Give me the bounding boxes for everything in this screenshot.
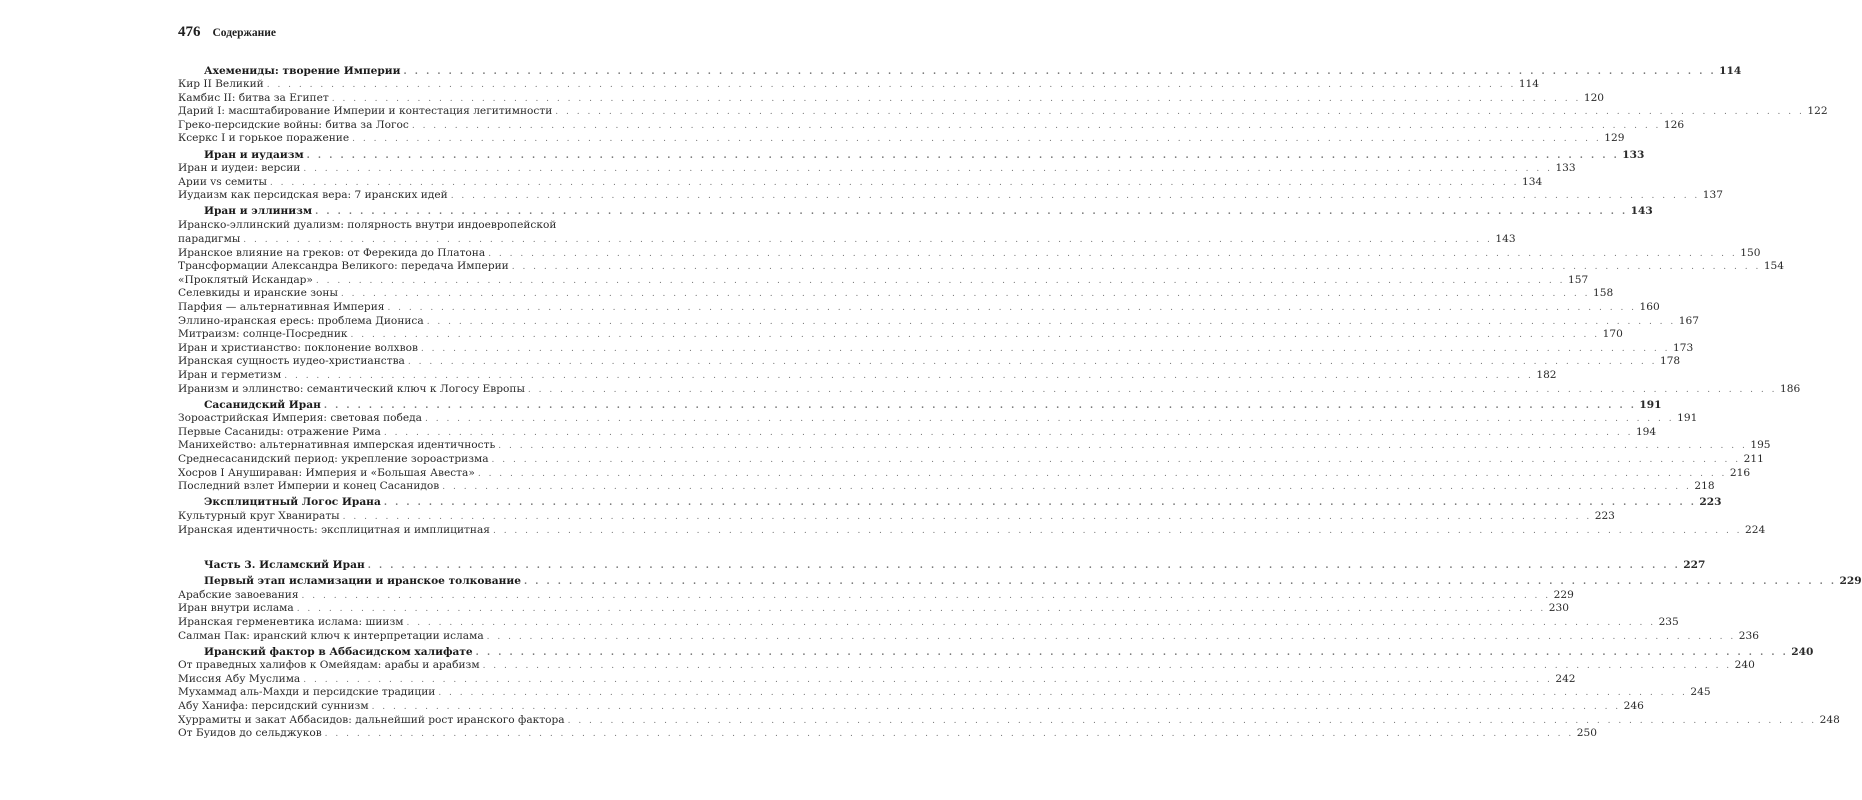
entry-title: Дарий I: масштабирование Империи и контестация легитимности (178, 105, 553, 118)
entry-page-number: 122 (1807, 105, 1828, 118)
entry-title: Манихейство: альтернативная имперская идентичность (178, 439, 496, 452)
toc-entry (178, 260, 1785, 274)
entry-page-number: 194 (1635, 425, 1657, 438)
toc-entry (178, 700, 1644, 714)
dot-leader (368, 560, 1681, 574)
toc-entry (178, 480, 1715, 494)
entry-page-number: 133 (1622, 148, 1645, 161)
toc-entry (178, 105, 1828, 119)
entry-page-number: 195 (1750, 439, 1771, 452)
entry-title: Иранизм и эллинство: семантический ключ к Логосу Европы (178, 382, 525, 395)
entry-title: Абу Ханифа: персидский суннизм (178, 700, 369, 713)
dot-leader (316, 275, 1565, 289)
entry-title: Греко-персидские войны: битва за Логос (178, 118, 409, 131)
dot-leader (343, 511, 1592, 525)
dot-leader (315, 206, 1628, 220)
entry-title: Кир II Великий (178, 78, 264, 91)
toc-section-heading (178, 496, 1722, 510)
entry-title: Культурный круг Хванираты (178, 509, 340, 522)
toc-entry (178, 727, 1597, 741)
entry-title: Среднесасанидский период: укрепление зороастризма (178, 453, 489, 466)
entry-page-number: 167 (1678, 314, 1699, 327)
toc-entry (178, 175, 1543, 190)
toc-section-heading (178, 64, 1742, 79)
dot-leader (324, 400, 1637, 414)
dot-leader (297, 603, 1546, 617)
dot-leader (412, 120, 1661, 134)
toc-section-heading (178, 205, 1653, 219)
entry-title: Эллино-иранская ересь: проблема Диониса (178, 314, 424, 327)
entry-title: Иран и иудаизм (204, 148, 304, 161)
entry-title: Первый этап исламизации и иранское толкование (204, 575, 521, 588)
dot-leader (438, 687, 1687, 701)
toc-section-heading (178, 398, 1662, 413)
dot-leader (442, 481, 1691, 495)
toc-entry (178, 273, 1589, 288)
page-header (178, 24, 276, 41)
entry-page-number: 114 (1518, 78, 1540, 91)
dot-leader (492, 454, 1741, 468)
toc-entry (178, 686, 1711, 700)
dot-leader (303, 674, 1552, 688)
entry-page-number: 191 (1639, 398, 1662, 411)
entry-page-number: 230 (1548, 602, 1570, 615)
toc-entry (178, 287, 1614, 301)
dot-leader (451, 190, 1700, 204)
toc-entry (178, 233, 1516, 247)
entry-title: Митраизм: солнце-Посредник (178, 328, 348, 341)
dot-leader (488, 248, 1737, 262)
dot-leader (427, 316, 1676, 330)
dot-leader (483, 660, 1732, 674)
entry-page-number: 186 (1779, 382, 1801, 395)
entry-page-number: 246 (1623, 700, 1644, 713)
entry-title: Зороастрийская Империя: световая победа (178, 412, 423, 425)
entry-title: Салман Пак: иранский ключ к интерпретации ислама (178, 629, 484, 642)
entry-page-number: 157 (1567, 273, 1589, 286)
entry-title: Последний взлет Империи и конец Сасанидов (178, 480, 440, 493)
toc-entry (178, 602, 1570, 616)
entry-page-number: 158 (1592, 287, 1614, 300)
toc-entry (178, 672, 1576, 687)
dot-leader (404, 66, 1717, 80)
entry-title: Иран и эллинизм (204, 205, 313, 218)
entry-title: Первые Сасаниды: отражение Рима (178, 425, 381, 438)
toc-entry (178, 78, 1540, 92)
dot-leader (302, 590, 1551, 604)
entry-page-number: 170 (1602, 328, 1623, 341)
toc-entry (178, 341, 1694, 356)
toc-section-heading (178, 645, 1814, 660)
entry-page-number: 229 (1553, 588, 1574, 601)
entry-page-number: 240 (1791, 645, 1814, 658)
dot-leader (408, 356, 1657, 370)
entry-page-number: 133 (1555, 162, 1576, 175)
entry-title: Арии vs семиты (178, 175, 267, 188)
entry-page-number: 126 (1663, 118, 1685, 131)
entry-title: Сасанидский Иран (204, 398, 321, 411)
entry-page-number: 154 (1763, 260, 1785, 273)
toc-entry (178, 425, 1657, 440)
entry-page-number: 223 (1699, 496, 1722, 509)
toc-entry (178, 314, 1699, 329)
toc-entry (178, 189, 1724, 203)
entry-page-number: 143 (1630, 205, 1653, 218)
entry-page-number: 242 (1555, 672, 1576, 685)
entry-title: Иранская идентичность: эксплицитная и имплицитная (178, 523, 490, 536)
toc-entry (178, 162, 1576, 176)
entry-title: Арабские завоевания (178, 588, 299, 601)
dot-leader (555, 106, 1804, 120)
toc-entry (178, 659, 1755, 673)
entry-title: Иран и христианство: поклонение волхвов (178, 341, 418, 354)
part-spacer (178, 537, 628, 547)
entry-page-number: 173 (1673, 341, 1694, 354)
toc-entry (178, 615, 1679, 630)
dot-leader (284, 370, 1533, 384)
dot-leader (267, 79, 1516, 93)
dot-leader (243, 234, 1492, 248)
entry-page-number: 250 (1576, 727, 1597, 740)
entry-title: Камбис II: битва за Египет (178, 91, 329, 104)
entry-page-number: 218 (1694, 480, 1715, 493)
toc-entry (178, 509, 1615, 524)
toc-entry (178, 523, 1766, 538)
entry-title: Парфия — альтернативная Империя (178, 301, 385, 313)
toc-entry (178, 466, 1751, 481)
entry-page-number: 137 (1702, 189, 1724, 202)
entry-page-number: 114 (1719, 64, 1742, 77)
toc-section-heading (178, 575, 1862, 589)
entry-title: От Буидов до сельджуков (178, 727, 322, 740)
toc-entry (178, 439, 1771, 453)
entry-page-number: 248 (1819, 713, 1840, 726)
dot-leader (341, 288, 1590, 302)
entry-title: Иранский фактор в Аббасидском халифате (204, 645, 473, 658)
dot-leader (498, 440, 1747, 454)
dot-leader (512, 261, 1761, 275)
dot-leader (476, 647, 1789, 661)
page-number: 476 (178, 24, 201, 40)
dot-leader (487, 631, 1736, 645)
toc-entry (178, 713, 1840, 728)
entry-title: Иран и иудеи: версии (178, 162, 301, 175)
toc-entry (178, 132, 1625, 146)
dot-leader (303, 163, 1552, 177)
toc-entry (178, 91, 1605, 106)
entry-page-number: 224 (1745, 523, 1766, 536)
toc-entry (178, 328, 1623, 342)
entry-page-number: 229 (1839, 575, 1862, 588)
dot-leader (568, 715, 1817, 729)
entry-title: Ахемениды: творение Империи (204, 64, 401, 77)
dot-leader (384, 497, 1697, 511)
running-title: Содержание (212, 27, 276, 39)
entry-title: От праведных халифов к Омейядам: арабы и арабизм (178, 659, 480, 672)
dot-leader (332, 93, 1581, 107)
toc-section-heading (178, 148, 1645, 163)
entry-page-number: 240 (1734, 659, 1755, 672)
entry-title: Мухаммад аль-Махди и персидские традиции (178, 686, 436, 699)
entry-title: Хуррамиты и закат Аббасидов: дальнейший рост иранского фактора (178, 713, 565, 726)
toc-entry (178, 382, 1801, 397)
dot-leader (372, 701, 1621, 715)
dot-leader (384, 427, 1633, 441)
dot-leader (352, 133, 1601, 147)
entry-title: Иранское влияние на греков: от Ферекида до Платона (178, 246, 486, 259)
entry-title: Иранская герменевтика ислама: шиизм (178, 615, 404, 628)
entry-title: парадигмы (178, 233, 241, 246)
entry-page-number: 216 (1729, 466, 1751, 479)
entry-page-number: 191 (1677, 412, 1698, 425)
dot-leader (425, 413, 1674, 427)
toc-entry (178, 246, 1761, 261)
dot-leader (351, 329, 1600, 343)
entry-page-number: 182 (1536, 368, 1557, 381)
entry-title: Хосров I Анушираван: Империя и «Большая Авеста» (178, 466, 475, 479)
entry-page-number: 178 (1659, 355, 1681, 368)
toc-entry (178, 453, 1764, 467)
toc-part-heading (178, 559, 1706, 573)
entry-title: Иудаизм как персидская вера: 7 иранских идей (178, 189, 448, 202)
entry-title: Иранско-эллинский дуализм: полярность внутри индоевропейской (178, 219, 557, 232)
dot-leader (406, 617, 1655, 631)
dot-leader (528, 384, 1777, 398)
entry-page-number: 227 (1683, 559, 1706, 572)
entry-title: Миссия Абу Муслима (178, 672, 301, 685)
entry-title: Эксплицитный Логос Ирана (204, 496, 381, 509)
dot-leader (478, 468, 1727, 482)
entry-title: Иран внутри ислама (178, 602, 294, 615)
entry-page-number: 223 (1594, 509, 1615, 522)
dot-leader (493, 525, 1742, 539)
entry-title: Часть 3. Исламский Иран (204, 559, 365, 572)
toc-entry (178, 412, 1698, 426)
entry-page-number: 160 (1639, 301, 1660, 313)
toc-entry (178, 301, 1660, 315)
entry-page-number: 211 (1743, 453, 1764, 466)
dot-leader (387, 302, 1636, 316)
entry-page-number: 150 (1740, 246, 1761, 259)
entry-title: Селевкиды и иранские зоны (178, 287, 338, 300)
entry-title: «Проклятый Искандар» (178, 273, 313, 286)
entry-page-number: 245 (1690, 686, 1711, 699)
table-of-contents (178, 62, 1862, 741)
toc-entry-first-line (178, 219, 628, 233)
dot-leader (270, 177, 1519, 191)
toc-entry (178, 355, 1681, 369)
entry-page-number: 235 (1658, 615, 1679, 628)
toc-entry (178, 588, 1574, 603)
entry-title: Иран и герметизм (178, 368, 282, 381)
entry-page-number: 120 (1583, 91, 1605, 104)
entry-page-number: 134 (1521, 175, 1543, 188)
entry-page-number: 236 (1738, 629, 1759, 642)
dot-leader (307, 150, 1620, 164)
toc-entry (178, 629, 1759, 644)
dot-leader (325, 728, 1574, 742)
toc-entry (178, 368, 1557, 383)
entry-title: Иранская сущность иудео-христианства (178, 355, 405, 368)
entry-page-number: 129 (1604, 132, 1625, 145)
dot-leader (421, 343, 1670, 357)
dot-leader (524, 576, 1837, 590)
entry-page-number: 143 (1495, 233, 1516, 246)
entry-title: Трансформации Александра Великого: передача Империи (178, 260, 509, 273)
toc-entry (178, 118, 1685, 133)
entry-title: Ксеркс I и горькое поражение (178, 132, 350, 145)
